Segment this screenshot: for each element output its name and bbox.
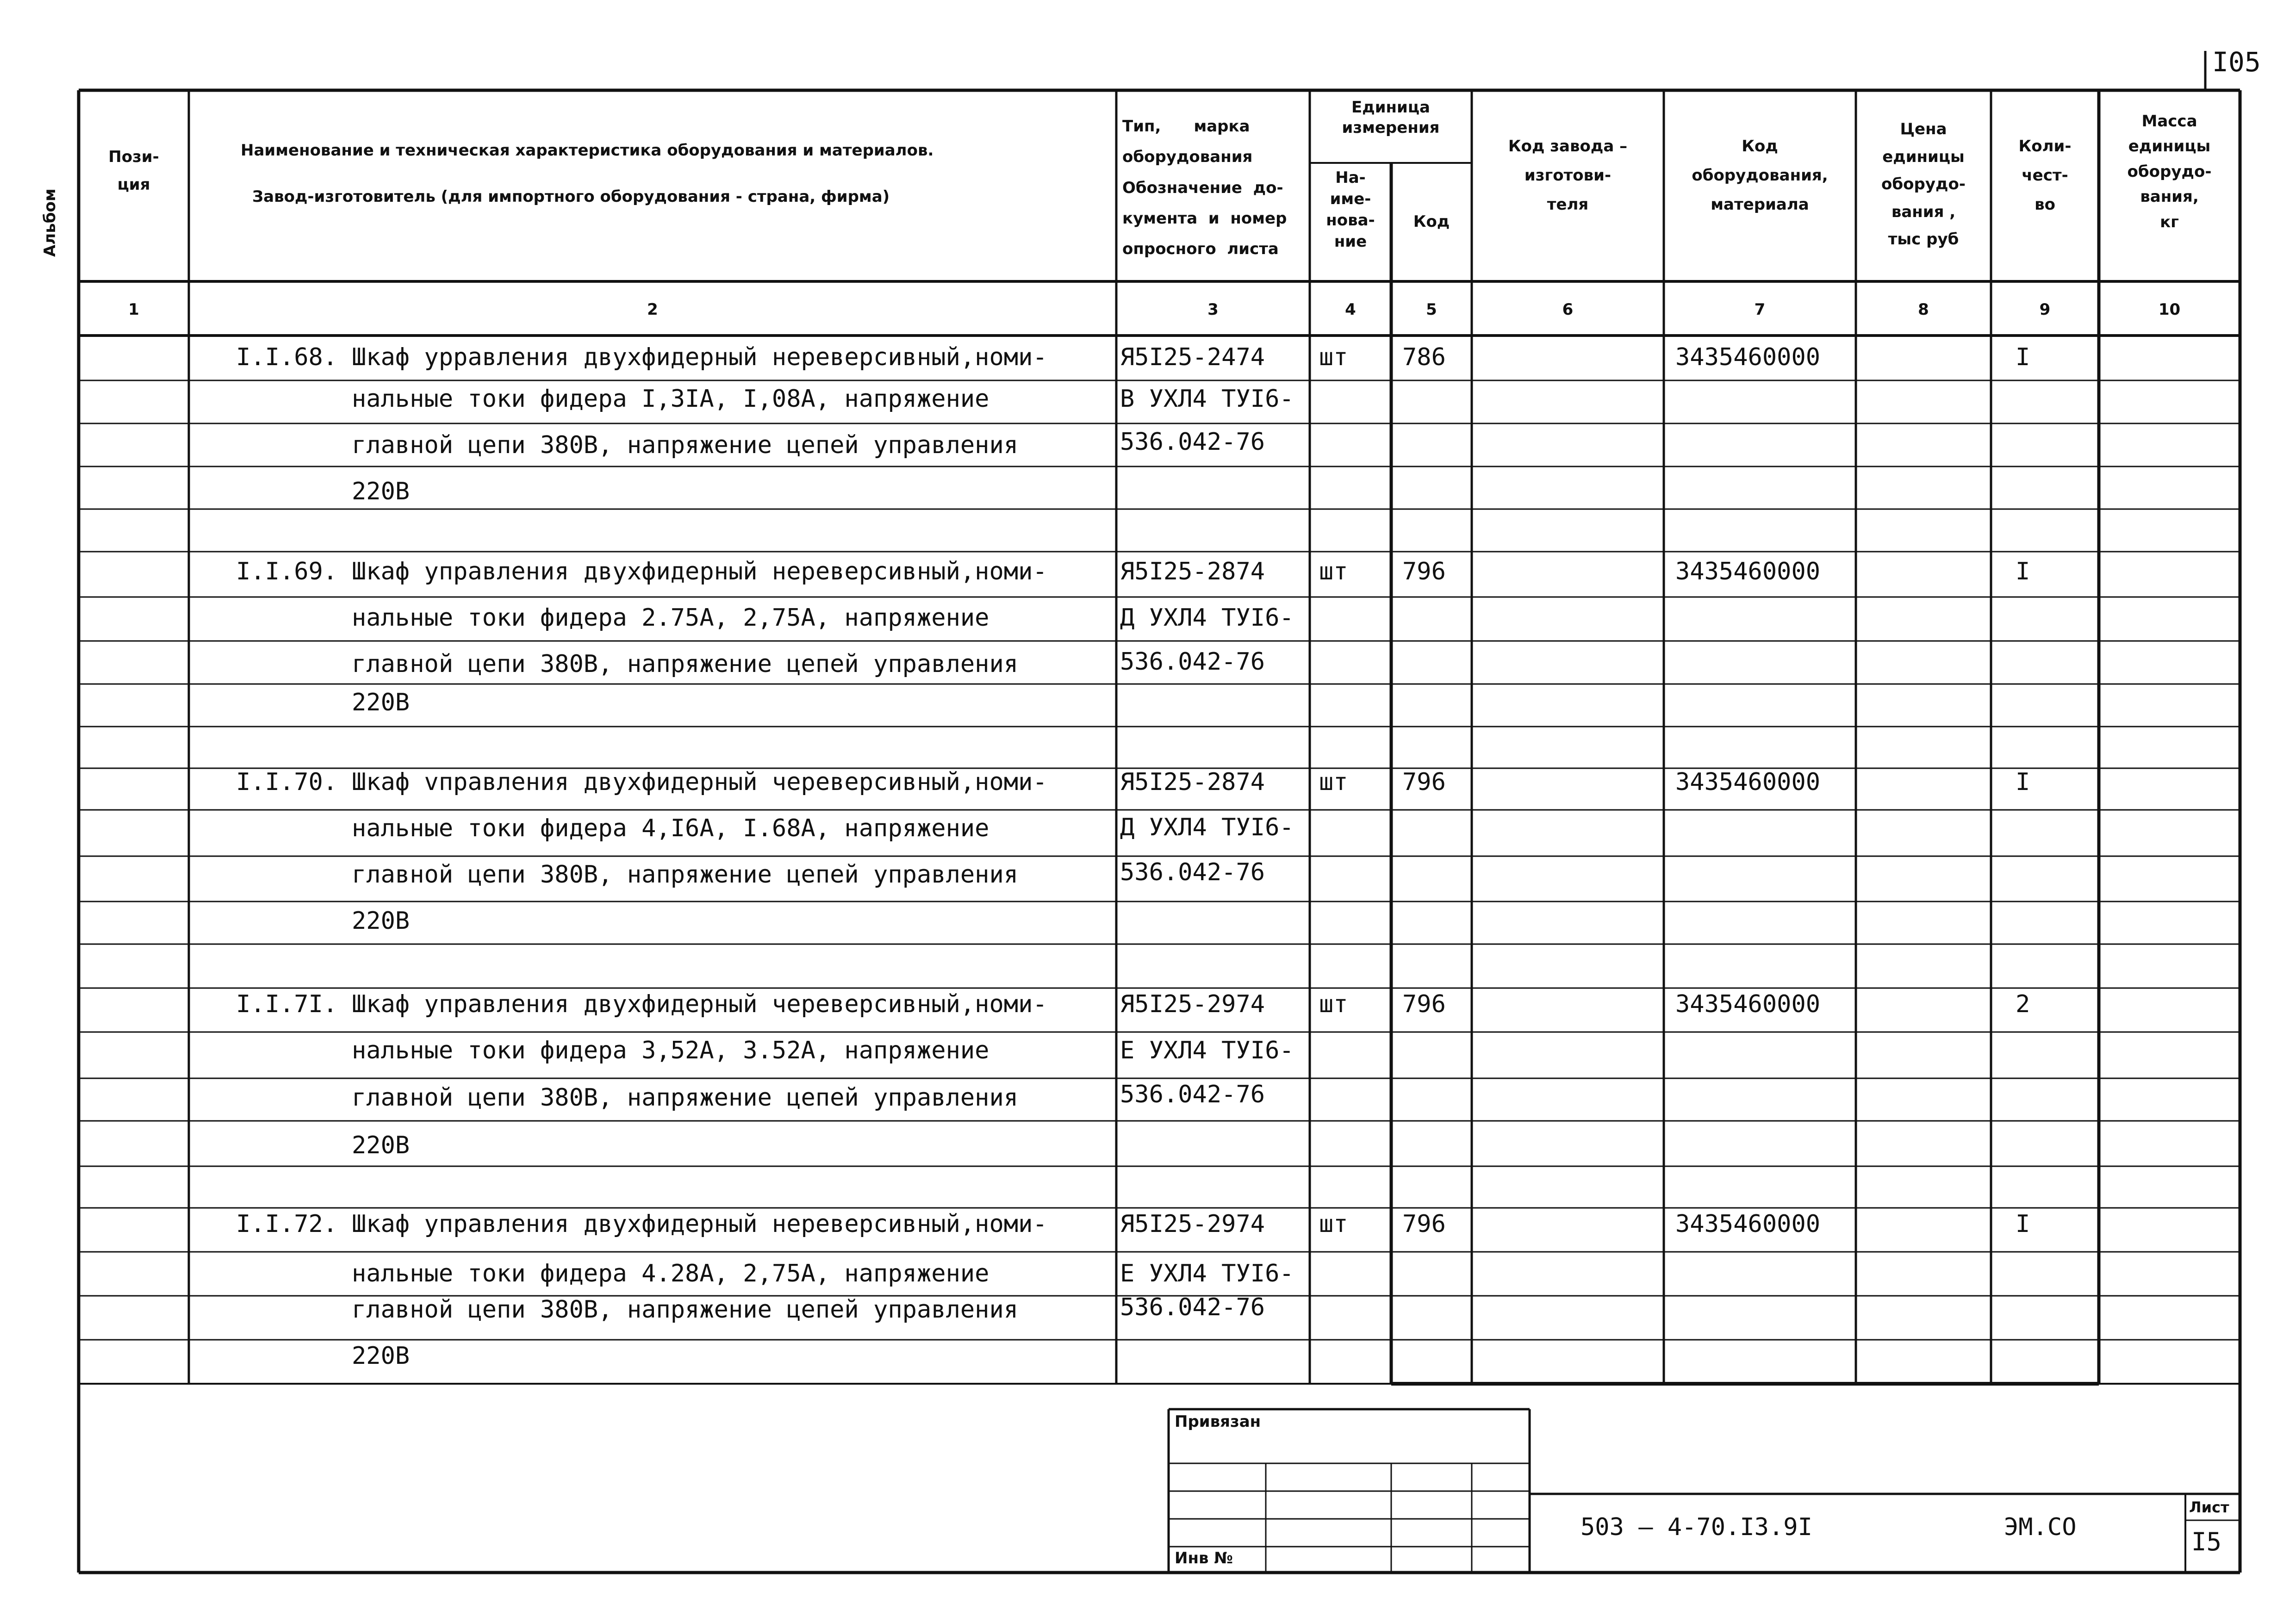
entry-name-line: Шкаф управления двухфидерный нереверсивный,номи- (352, 1210, 1047, 1238)
column-number: 1 (128, 300, 139, 319)
column-number: 9 (2039, 300, 2051, 319)
sheet-number: I5 (2191, 1527, 2222, 1556)
entry-type-line: 536.042-76 (1120, 858, 1265, 886)
column-number: 2 (647, 300, 658, 319)
entry-unit-code: 786 (1402, 343, 1446, 371)
column-number: 7 (1754, 300, 1766, 319)
entry-type-line: Д УХЛ4 ТУI6- (1120, 604, 1294, 632)
entry-type-line: Е УХЛ4 ТУI6- (1120, 1260, 1294, 1287)
header-quantity: Коли- чест- во (2018, 137, 2072, 214)
entry-name-line: 220B (352, 689, 410, 716)
entry-position: I.I.72. (236, 1210, 338, 1238)
header-unit-name: На- име- нова- ние (1326, 168, 1375, 251)
entry-unit: шт (1319, 558, 1348, 585)
entry-equipment-code: 3435460000 (1675, 343, 1821, 371)
entry-equipment-code: 3435460000 (1675, 990, 1821, 1018)
column-number: 10 (2158, 300, 2181, 319)
column-number: 6 (1562, 300, 1574, 319)
entry-position: I.I.7I. (236, 990, 338, 1018)
entry-type-line: В УХЛ4 ТУI6- (1120, 385, 1294, 413)
entry-type-line: Я5I25-2874 (1120, 558, 1265, 585)
entry-name-line: 220B (352, 1132, 410, 1159)
column-number: 4 (1345, 300, 1356, 319)
stamp-inv-number: Инв № (1175, 1549, 1233, 1567)
entry-quantity: I (2016, 558, 2030, 585)
entry-name-line: 220B (352, 478, 410, 505)
entry-position: I.I.68. (236, 343, 338, 371)
header-position: Пози- ция (108, 148, 159, 194)
entry-name-line: Шкаф управления двухфидерный череверсивный,номи- (352, 990, 1047, 1018)
entry-unit-code: 796 (1402, 990, 1446, 1018)
document-mark: ЭМ.СО (2004, 1513, 2077, 1541)
entry-type-line: 536.042-76 (1120, 648, 1265, 676)
entry-name-line: главной цепи 380B, напряжение цепей управления (352, 1084, 1019, 1112)
entry-unit: шт (1319, 990, 1348, 1018)
entry-type-line: Е УХЛ4 ТУI6- (1120, 1037, 1294, 1064)
header-factory-code: Код завода – изготови- теля (1508, 137, 1628, 214)
entry-type-line: Я5I25-2974 (1120, 1210, 1265, 1238)
entry-name-line: нальные токи фидера 3,52A, 3.52A, напряжение (352, 1037, 989, 1064)
entry-name-line: главной цепи 380B, напряжение цепей управления (352, 861, 1019, 889)
entry-name-line: 220B (352, 907, 410, 935)
page-number: I05 (2212, 46, 2261, 78)
entry-unit-code: 796 (1402, 768, 1446, 796)
entry-type-line: Д УХЛ4 ТУI6- (1120, 814, 1294, 841)
entry-name-line: нальные токи фидера 4.28A, 2,75A, напряжение (352, 1260, 989, 1287)
header-type: Тип, марка оборудования Обозначение до- кумента и номер опросного листа (1122, 117, 1287, 259)
entry-name-line: главной цепи 380B, напряжение цепей управления (352, 650, 1019, 678)
column-number: 8 (1918, 300, 1929, 319)
entry-quantity: 2 (2016, 990, 2030, 1018)
sheet-label: Лист (2189, 1499, 2229, 1516)
entry-type-line: Я5I25-2974 (1120, 990, 1265, 1018)
entry-quantity: I (2016, 343, 2030, 371)
entry-equipment-code: 3435460000 (1675, 1210, 1821, 1238)
document-code: 503 – 4-70.I3.9I (1580, 1513, 1812, 1541)
header-unit-code: Код (1413, 212, 1450, 231)
entry-name-line: главной цепи 380B, напряжение цепей управления (352, 1296, 1019, 1324)
entry-equipment-code: 3435460000 (1675, 768, 1821, 796)
column-number: 5 (1426, 300, 1437, 319)
entry-position: I.I.70. (236, 768, 338, 796)
entry-name-line: нальные токи фидера 4,I6A, I.68A, напряжение (352, 815, 989, 842)
entry-unit: шт (1319, 343, 1348, 371)
entry-name-line: главной цепи 380B, напряжение цепей управления (352, 431, 1019, 459)
entry-type-line: Я5I25-2874 (1120, 768, 1265, 796)
entry-name-line: Шкаф vправления двухфидерный череверсивный,номи- (352, 768, 1047, 796)
entry-name-line: нальные токи фидера I,3IA, I,08A, напряжение (352, 385, 989, 413)
entry-name-line: Шкаф урравления двухфидерный нереверсивный,номи- (352, 343, 1047, 371)
column-number: 3 (1207, 300, 1219, 319)
header-name-line2: Завод-изготовитель (для импортного оборудования - страна, фирма) (252, 187, 890, 206)
header-price: Цена единицы оборудо- вания , тыс руб (1881, 120, 1966, 249)
header-equipment-code: Код оборудования, материала (1692, 137, 1828, 214)
entry-type-line: 536.042-76 (1120, 428, 1265, 456)
entry-unit-code: 796 (1402, 558, 1446, 585)
entry-type-line: Я5I25-2474 (1120, 343, 1265, 371)
entry-type-line: 536.042-76 (1120, 1081, 1265, 1108)
side-label: Альбом (41, 188, 59, 257)
header-unit-group: Единица измерения (1342, 98, 1440, 137)
stamp-privyazan: Привязан (1175, 1412, 1261, 1431)
entry-quantity: I (2016, 768, 2030, 796)
entry-position: I.I.69. (236, 558, 338, 585)
entry-equipment-code: 3435460000 (1675, 558, 1821, 585)
entry-unit: шт (1319, 1210, 1348, 1238)
entry-unit-code: 796 (1402, 1210, 1446, 1238)
entry-unit: шт (1319, 768, 1348, 796)
entry-name-line: 220B (352, 1342, 410, 1370)
entry-name-line: Шкаф управления двухфидерный нереверсивный,номи- (352, 558, 1047, 585)
entry-type-line: 536.042-76 (1120, 1293, 1265, 1321)
entry-name-line: нальные токи фидера 2.75A, 2,75A, напряжение (352, 604, 989, 632)
entry-quantity: I (2016, 1210, 2030, 1238)
header-name-line1: Наименование и техническая характеристика оборудования и материалов. (241, 141, 934, 160)
header-mass: Масса единицы оборудо- вания, кг (2127, 112, 2212, 231)
